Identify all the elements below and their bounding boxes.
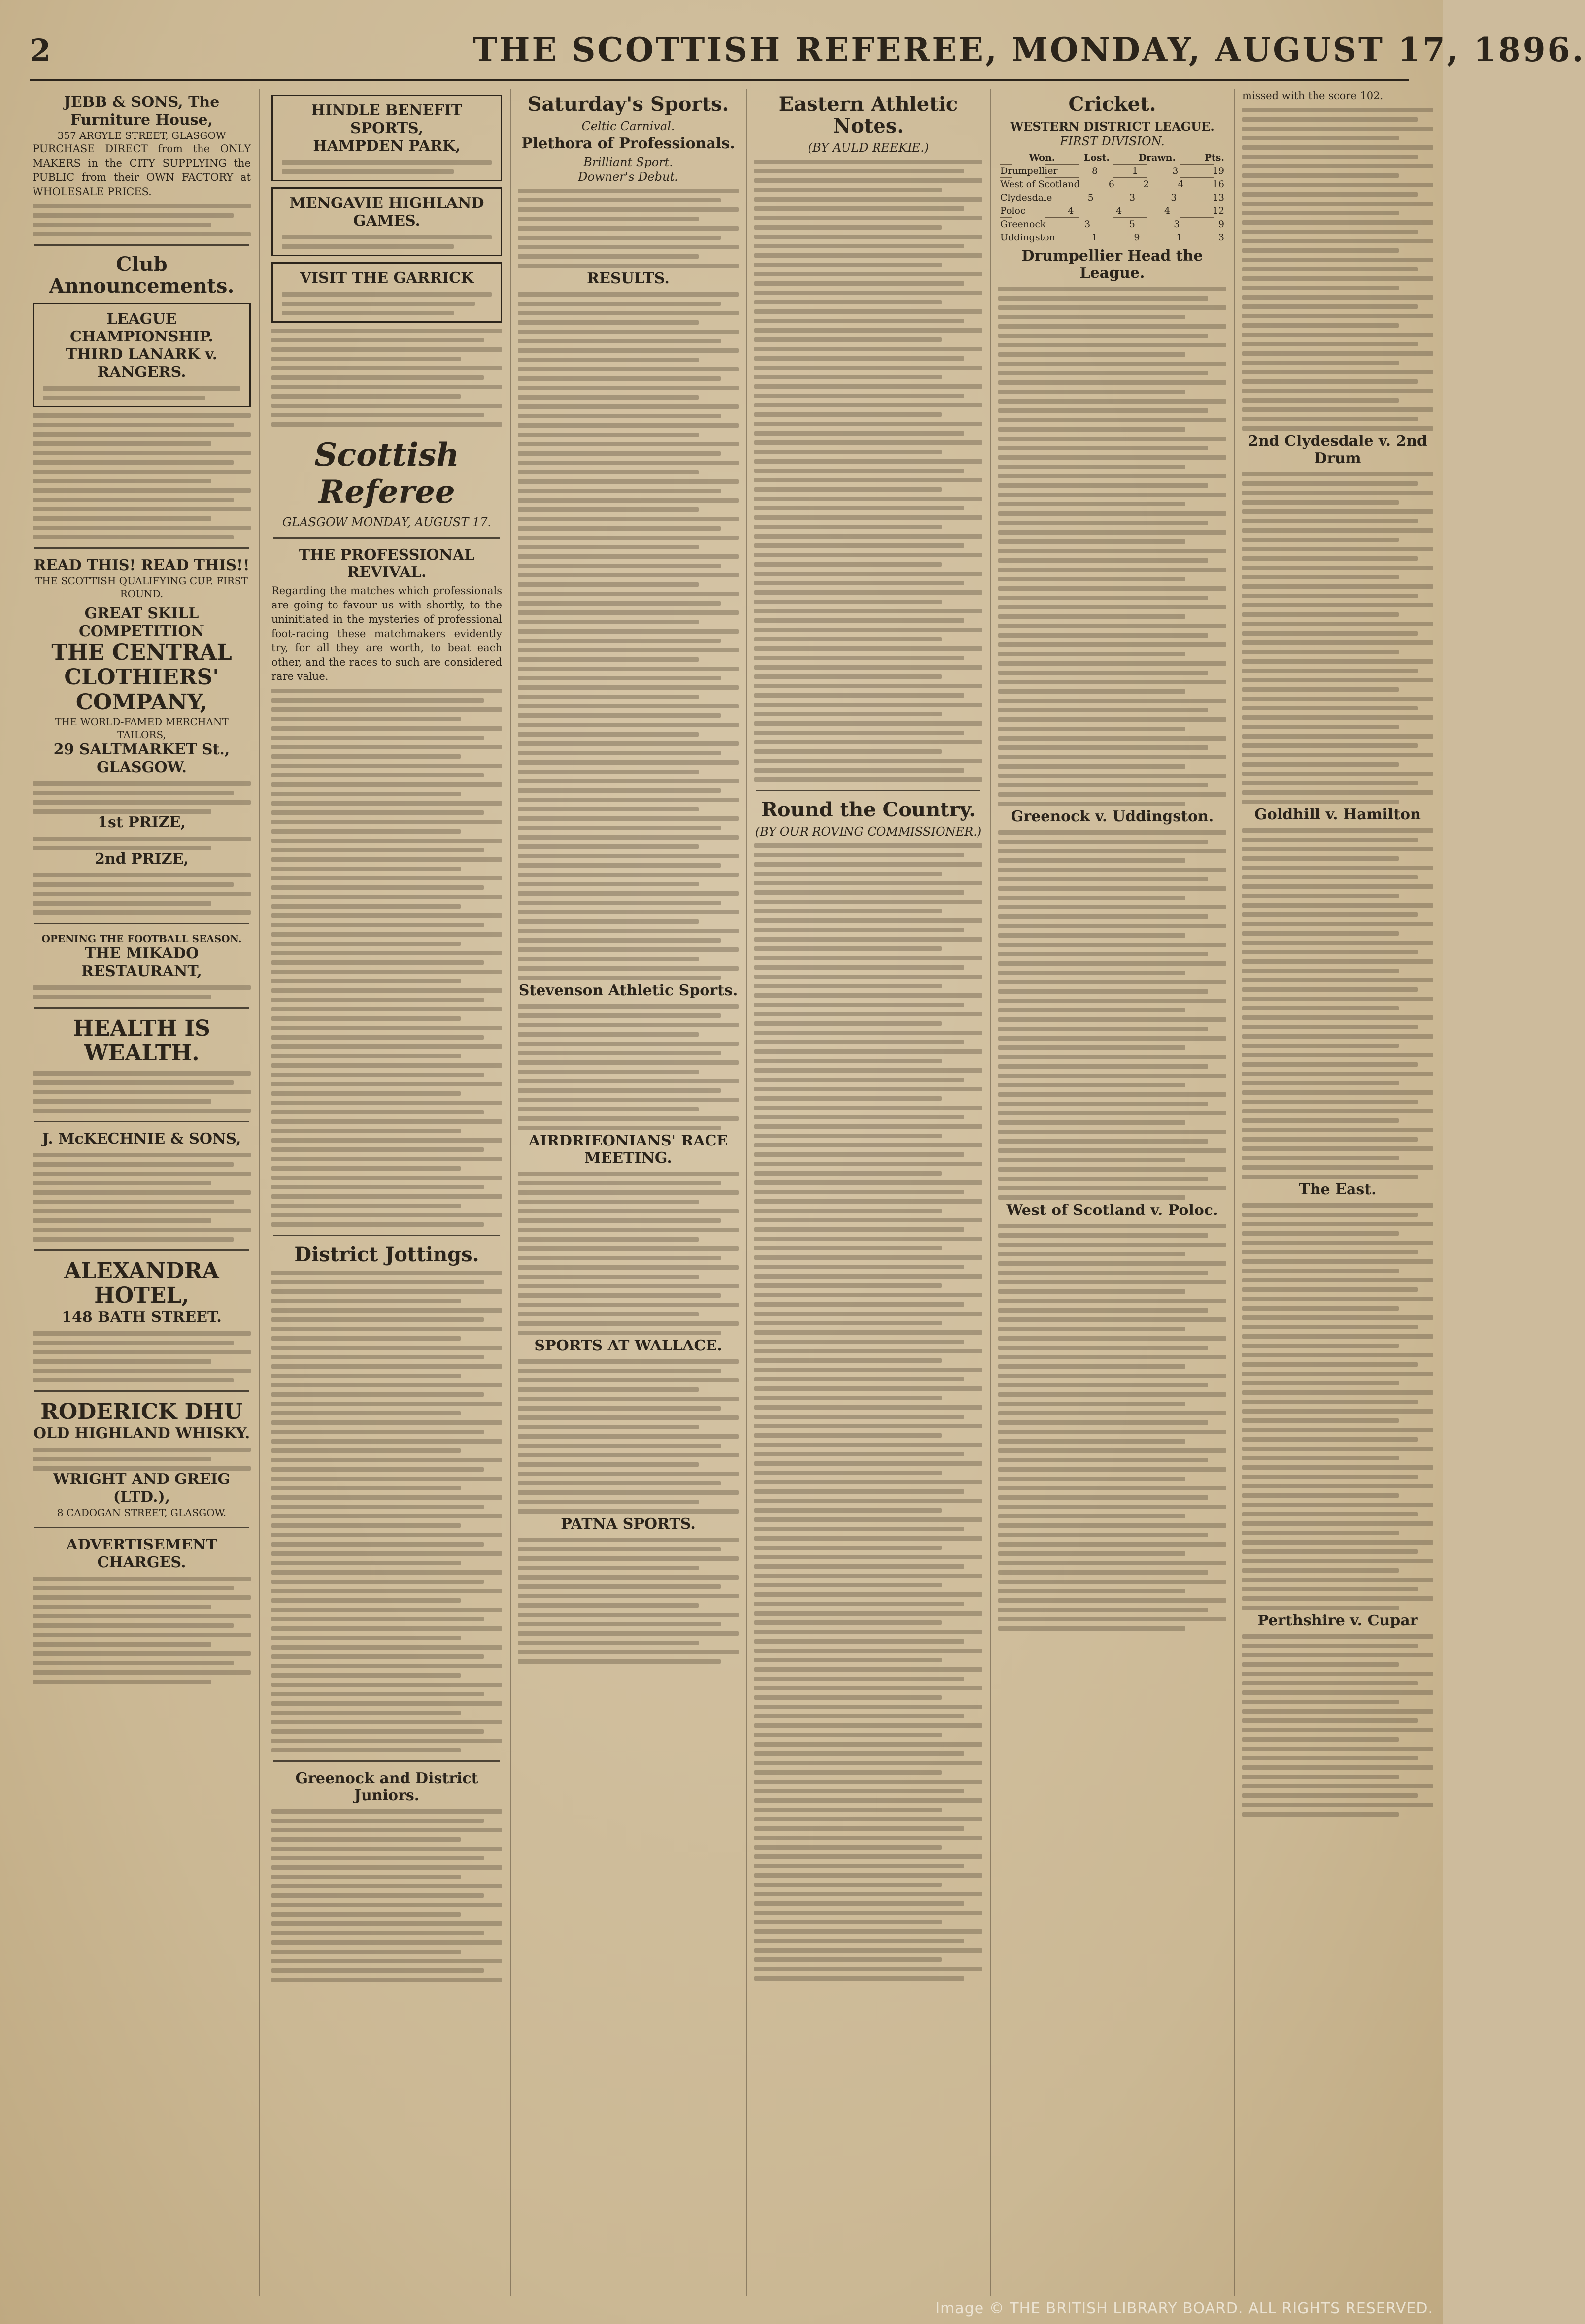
table-cell: 3	[1218, 232, 1224, 243]
ad-title: ALEXANDRA HOTEL,	[64, 1258, 219, 1309]
ad-box	[271, 262, 502, 323]
league-table	[1000, 151, 1224, 244]
article-heading: THE PROFESSIONAL REVIVAL.	[299, 546, 475, 581]
ad-text: THE WORLD-FAMED MERCHANT TAILORS,	[55, 715, 229, 741]
column-athletics	[751, 89, 985, 2296]
ad-title: WRIGHT AND GREIG (LTD.),	[53, 1470, 231, 1506]
article-heading: AIRDRIEONIANS' RACE MEETING.	[528, 1132, 728, 1167]
column-advertisements	[30, 89, 254, 2296]
article-heading: The East.	[1299, 1180, 1377, 1198]
article-heading: Goldhill v. Hamilton	[1254, 806, 1421, 823]
subheading: RESULTS.	[587, 270, 670, 287]
table-cell: 6	[1108, 179, 1114, 190]
ad-title: HINDLE BENEFIT SPORTS,	[311, 102, 463, 137]
ad-box	[271, 187, 502, 256]
column-divider	[259, 89, 260, 2296]
table-cell: 1	[1132, 166, 1138, 176]
ad-title: THE CENTRAL CLOTHIERS' COMPANY,	[51, 640, 232, 715]
table-cell: Uddingston	[1000, 232, 1055, 243]
subheading: WESTERN DISTRICT LEAGUE.	[1010, 119, 1214, 134]
article-heading: Drumpellier Head the League.	[1021, 247, 1203, 282]
ad-text: OPENING THE FOOTBALL SEASON.	[41, 932, 242, 944]
article-heading: Saturday's Sports.	[527, 93, 729, 116]
table-header	[1000, 151, 1224, 165]
ad-title: 148 BATH STREET.	[62, 1309, 222, 1326]
ad-text: PURCHASE DIRECT from the ONLY MAKERS in the CITY SUPPLYING the PUBLIC from their OWN FACTORY at WHOLESALE PRICES.	[33, 143, 251, 198]
table-cell: 13	[1212, 192, 1224, 203]
section-heading: Club Announcements.	[49, 252, 235, 298]
table-cell: 1	[1091, 232, 1098, 243]
ad-title: 29 SALTMARKET St., GLASGOW.	[53, 741, 230, 776]
article-heading: Greenock v. Uddingston.	[1011, 808, 1214, 825]
ad-title: OLD HIGHLAND WHISKY.	[33, 1424, 250, 1442]
table-cell: Clydesdale	[1000, 192, 1052, 203]
ad-text: 8 CADOGAN STREET, GLASGOW.	[57, 1506, 227, 1518]
article-heading: PATNA SPORTS.	[561, 1516, 696, 1533]
subheading: Celtic Carnival.	[581, 119, 675, 133]
ad-title: READ THIS! READ THIS!!	[34, 556, 250, 574]
table-cell: 12	[1212, 205, 1224, 216]
subheading: Downer's Debut.	[578, 170, 678, 184]
table-cell: 5	[1129, 219, 1135, 230]
table-cell: 3	[1172, 166, 1179, 176]
column-sports	[515, 89, 742, 2296]
table-cell: 3	[1174, 219, 1180, 230]
table-cell: Lost.	[1083, 152, 1110, 163]
ad-title: ADVERTISEMENT CHARGES.	[66, 1536, 217, 1571]
column-divider	[1234, 89, 1235, 2296]
article-body: Regarding the matches which professionals are going to favour us with shortly, to the uninitiated in the mysteries of professional foot-racing these matchmakers evidently try, for all they are worth, to beat each other, and the races to such are considered rare value.	[271, 585, 502, 682]
subheading: Brilliant Sport.	[583, 155, 673, 169]
ad-title: RODERICK DHU	[40, 1399, 243, 1425]
dateline: GLASGOW MONDAY, AUGUST 17.	[282, 515, 492, 529]
table-cell: Greenock	[1000, 219, 1046, 230]
ad-title: GREAT SKILL COMPETITION	[79, 605, 204, 640]
table-cell: 4	[1164, 205, 1171, 216]
table-cell: 4	[1116, 205, 1122, 216]
table-row	[1000, 204, 1224, 218]
subheading: Plethora of Professionals.	[521, 135, 735, 152]
table-cell: 8	[1092, 166, 1098, 176]
article-body: missed with the score 102.	[1242, 90, 1383, 101]
column-editorial	[269, 89, 505, 2296]
ad-title: MENGAVIE HIGHLAND GAMES.	[289, 195, 484, 230]
table-cell: 2	[1143, 179, 1149, 190]
masthead	[30, 20, 1585, 81]
table-cell: 9	[1134, 232, 1140, 243]
byline: (BY AULD REEKIE.)	[808, 141, 929, 155]
ad-title: 2nd PRIZE,	[95, 850, 189, 868]
table-cell: 1	[1176, 232, 1182, 243]
article-heading: SPORTS AT WALLACE.	[534, 1337, 722, 1354]
paper-nameplate: Scottish Referee	[314, 437, 459, 510]
byline: (BY OUR ROVING COMMISSIONER.)	[755, 825, 982, 839]
table-cell: West of Scotland	[1000, 179, 1080, 190]
table-cell: Drawn.	[1138, 152, 1176, 163]
table-cell: Won.	[1029, 152, 1055, 163]
ad-title: LEAGUE CHAMPIONSHIP. THIRD LANARK v. RANGERS.	[66, 310, 218, 381]
article-heading: Perthshire v. Cupar	[1257, 1612, 1418, 1629]
table-cell: 5	[1087, 192, 1094, 203]
page-title: THE SCOTTISH REFEREE, MONDAY, AUGUST 17, 1896.	[473, 31, 1585, 69]
table-cell: 9	[1218, 219, 1224, 230]
ad-text: 357 ARGYLE STREET, GLASGOW	[57, 130, 226, 141]
ad-title: 1st PRIZE,	[98, 813, 186, 831]
ad-title: THE MIKADO RESTAURANT,	[81, 944, 202, 980]
table-row	[1000, 231, 1224, 244]
column-cricket	[995, 89, 1229, 2296]
article-heading: Greenock and District Juniors.	[295, 1769, 478, 1804]
article-heading: West of Scotland v. Poloc.	[1006, 1202, 1218, 1219]
table-cell: 3	[1129, 192, 1136, 203]
ad-title: HEALTH IS WEALTH.	[73, 1015, 210, 1066]
table-cell: 3	[1084, 219, 1091, 230]
table-row	[1000, 191, 1224, 204]
table-cell: Drumpellier	[1000, 166, 1058, 176]
article-heading: District Jottings.	[294, 1243, 479, 1266]
table-cell: 4	[1068, 205, 1074, 216]
ad-title: VISIT THE GARRICK	[300, 269, 474, 287]
subheading: FIRST DIVISION.	[1060, 135, 1165, 148]
ad-text: THE SCOTTISH QUALIFYING CUP. FIRST ROUND.	[35, 574, 248, 600]
column-divider	[990, 89, 991, 2296]
article-heading: Eastern Athletic Notes.	[778, 93, 958, 137]
article-heading: Stevenson Athletic Sports.	[518, 982, 738, 999]
table-cell: Poloc	[1000, 205, 1026, 216]
table-cell: 4	[1178, 179, 1184, 190]
table-row	[1000, 178, 1224, 191]
page-number: 2	[30, 33, 51, 68]
ad-box	[271, 95, 502, 181]
article-heading: 2nd Clydesdale v. 2nd Drum	[1248, 432, 1428, 467]
ad-box	[33, 303, 251, 407]
article-heading: Round the Country.	[761, 798, 976, 821]
copyright-watermark: Image © THE BRITISH LIBRARY BOARD. ALL RIGHTS RESERVED.	[935, 2300, 1433, 2317]
column-divider	[510, 89, 511, 2296]
article-heading: Cricket.	[1068, 93, 1156, 116]
table-cell: 19	[1212, 166, 1224, 176]
table-row	[1000, 165, 1224, 178]
table-cell: 3	[1171, 192, 1177, 203]
column-divider	[746, 89, 747, 2296]
ad-title: HAMPDEN PARK,	[313, 137, 461, 155]
ad-title: J. McKECHNIE & SONS,	[42, 1130, 241, 1147]
table-row	[1000, 218, 1224, 231]
column-cricket-continued	[1239, 89, 1436, 2296]
table-cell: 16	[1212, 179, 1224, 190]
table-cell: Pts.	[1204, 152, 1224, 163]
ad-title: JEBB & SONS, The Furniture House,	[64, 94, 220, 129]
